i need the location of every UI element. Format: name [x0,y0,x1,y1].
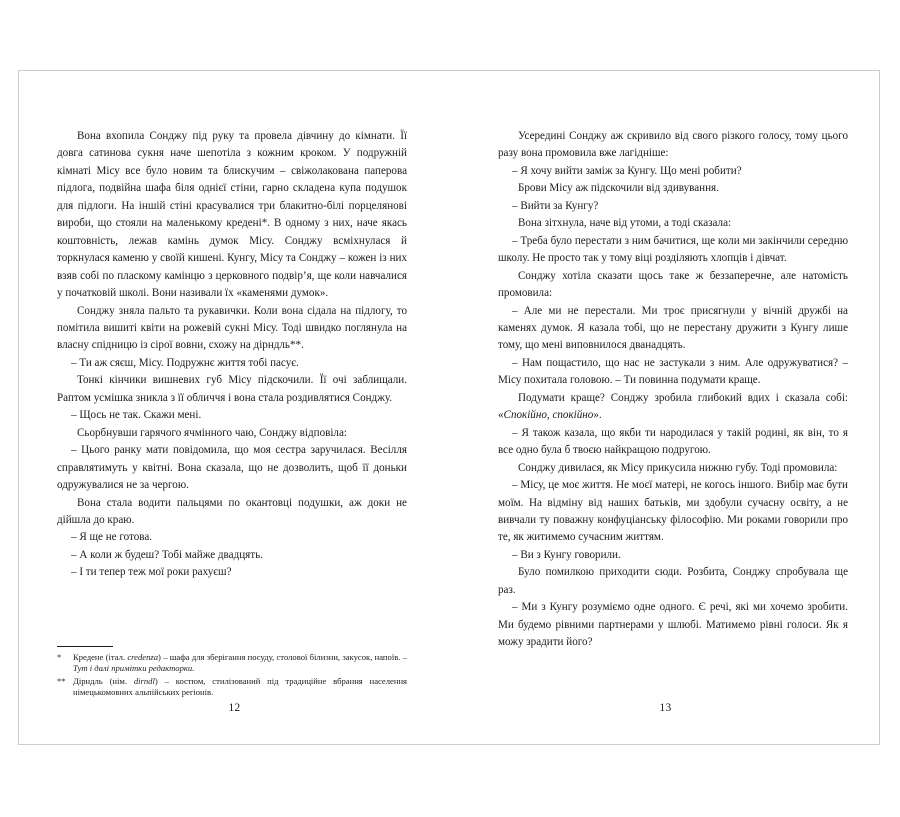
footnote-list [57,652,407,699]
text-run: Усередині Сонджу аж скривило від свого різкого голосу, тому цього разу вона промовила вже лагідніше: [498,130,848,160]
paragraph [498,599,848,651]
page-number-left: 12 [228,702,241,714]
text-run: – Вийти за Кунгу? [512,199,599,212]
text-run: – Я хочу вийти заміж за Кунгу. Що мені робити? [512,164,742,177]
text-run: Брови Місу аж підскочили від здивування. [518,182,719,195]
text-run: Сьорбнувши гарячого ячмінного чаю, Сонджу відповіла: [77,426,347,439]
text-run: – Щось не так. Скажи мені. [71,409,202,422]
paragraph [498,460,848,477]
text-run: Сонджу зняла пальто та рукавички. Коли вона сідала на підлогу, то помітила вишиті квіти на рожевій сукні Місу. Тоді швидко поглянула на власну спідницю із сірої вовни, схожу на дірндль [57,304,407,352]
page-left [19,71,450,746]
footnote [57,652,407,675]
text-run: Подумати краще? Сонджу зробила глибокий вдих і сказала собі: « [498,391,848,422]
paragraph [498,233,848,268]
text-run: Вона зітхнула, наче від утоми, а тоді сказала: [518,217,732,230]
right-page-textblock [498,128,848,652]
paragraph [57,128,407,303]
paragraph [498,198,848,215]
italic-run: dirndl [133,675,155,686]
footnote-reference-mark: ** [290,339,302,352]
footnote-separator-rule [57,646,113,647]
italic-run: Спокійно, спокійно [503,409,594,422]
paragraph [57,564,407,581]
text-run: – Нам пощастило, що нас не застукали з ним. Але одружуватися? – Місу похитала головою. – Ти повинна подумати краще. [498,356,848,387]
italic-run: credenza [127,652,159,662]
text-run: Вона вхопила Сонджу під руку та провела дівчину до кімнати. Її довга сатинова сукня наче шепотіла з кожним кроком. У подружній кімнаті Місу все було новим та блискучим – свіжолакована паперова підлога, подвійна шафа біля однієї стіни, гарно складена купа подушок для підлоги. На іншій стіні красувалися три блакитно-білі порцелянові вироби, що стояли на маленькому кредені [57,130,407,230]
text-run: – Ви з Кунгу говорили. [512,548,621,561]
text-run: . В одному з них, наче якась коштовність, лежав камінь думок Місу. Сонджу всміхнулася й торкнулася каменю у своїй кишені. Кунгу, Місу та Сонджу – кожен із них взяв собі по пласкому камінцю з церковного подвір’я, ще коли навчалися у початковій школі. Вони називали їх «каменями думок». [57,217,407,300]
footnote-text [73,652,407,675]
paragraph [57,529,407,546]
text-run: Дірндль (нім. [73,675,134,686]
text-run: – Я ще не готова. [71,531,153,544]
paragraph [57,355,407,372]
text-run: – Місу, це моє життя. Не моєї матері, не когось іншого. Вибір має бути моїм. На відміну від наших батьків, ми здобули сучасну освіту, а не вивчали ту поважну конфуціанську філософію. Ми роками говорили про те, як житимемо сучасним життям. [498,479,848,544]
text-run: Вона стала водити пальцями по окантовці подушки, аж доки не дійшла до краю. [57,496,407,526]
left-page-footnotes [57,646,407,700]
text-run: Сонджу хотіла сказати щось таке ж беззаперечне, але натомість промовила: [498,269,848,300]
text-run: – Але ми не перестали. Ми троє присягнули у вічній дружбі на каменях думок. Я казала тобі, що не перестану дружити з Кунгу лише тому, що мені виповнилося дванадцять. [498,304,848,352]
paragraph [498,355,848,390]
paragraph [57,425,407,442]
text-run: – Цього ранку мати повідомила, що моя сестра заручилася. Весілля справлятимуть у квітні. Вона сказала, що не дозволить, щоб її доньки одружувалися не за чергою. [57,444,407,492]
paragraph [498,390,848,425]
paragraph [498,128,848,163]
footnote-marker: ** [57,675,66,686]
text-run: ) – костюм, стилізований під традиційне вбрання населення німецькомовних альпійських регіонів. [73,675,407,698]
text-run: ». [593,409,602,422]
text-run: – А коли ж будеш? Тобі майже двадцять. [71,548,263,561]
page-number-right: 13 [659,702,672,714]
footnote-marker: * [57,652,62,662]
text-run: – Ми з Кунгу розуміємо одне одного. Є речі, які ми хочемо зробити. Ми будемо рівними партнерами у шлюбі. Матимемо рівні голоси. Як я можу зрадити його? [498,601,848,649]
paragraph [57,495,407,530]
paragraph [498,268,848,303]
italic-run: Тут і далі примітки редакторки. [73,663,195,674]
text-run: Було помилкою приходити сюди. Розбита, Сонджу спробувала ще раз. [498,566,848,596]
paragraph [57,407,407,424]
paragraph [57,547,407,564]
paragraph [498,547,848,564]
text-run: Сонджу дивилася, як Місу прикусила нижню губу. Тоді промовила: [518,461,838,474]
paragraph [498,215,848,232]
text-run: . [301,339,304,352]
paragraph [498,303,848,355]
footnote-text [73,676,407,699]
paragraph [498,180,848,197]
page-right [450,71,881,746]
paragraph [498,564,848,599]
paragraph [57,372,407,407]
footnote-reference-mark: * [261,217,268,230]
footnote [57,676,407,699]
text-run: – Ти аж сяєш, Місу. Подружнє життя тобі пасує. [71,356,299,369]
text-run: – Я також казала, що якби ти народилася у такій родині, як він, то я все одно була б твоєю найкращою подругою. [498,426,848,457]
book-spread [18,70,880,745]
text-run: – Треба було перестати з ним бачитися, ще коли ми закінчили середню школу. Не просто так у тому віці розділяють хлопців і дівчат. [498,234,848,265]
paragraph [498,163,848,180]
left-page-textblock [57,128,407,582]
text-run: – І ти тепер теж мої роки рахуєш? [71,566,232,579]
text-run: ) – шафа для зберігання посуду, столової білизни, закусок, напоїв. – [158,652,407,662]
paragraph [57,442,407,494]
paragraph [498,425,848,460]
text-run: Тонкі кінчики вишневих губ Місу підскочили. Її очі заблищали. Раптом усмішка зникла з її обличчя і вона стала роздивлятися Сонджу. [57,374,407,404]
paragraph [498,477,848,547]
text-run: Кредене (італ. [73,652,128,662]
paragraph [57,303,407,355]
